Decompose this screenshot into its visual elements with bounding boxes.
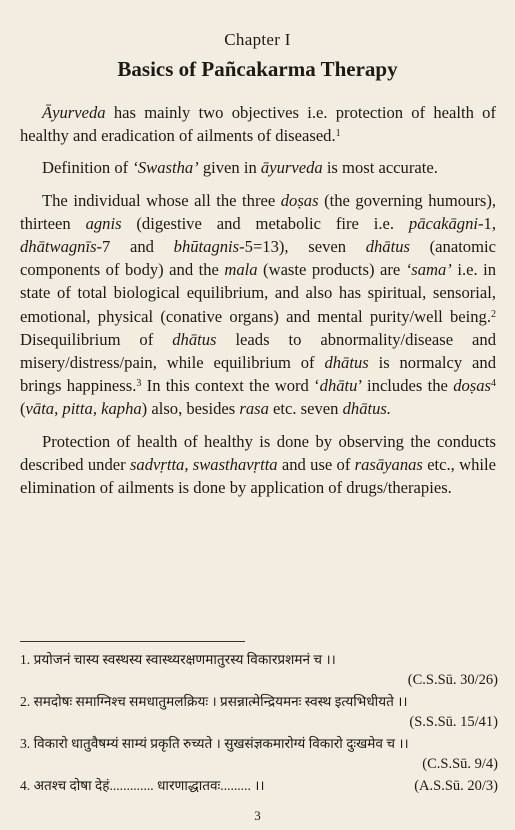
page-number: 3 [254, 808, 261, 823]
footnote-2-reference: (S.S.Sū. 15/41) [409, 714, 498, 730]
footnote-3-text: 3. विकारो धातुवैषम्यं साम्यं प्रकृति रुच्यते । सुखसंज्ञकमारोग्यं विकारो दुःखमेव च ।। [20, 736, 409, 751]
footnote-1-text: 1. प्रयोजनं चास्य स्वस्थस्य स्वास्थ्यरक्षणमातुरस्य विकारप्रशमनं च ।। [20, 652, 336, 667]
footnote-divider [20, 641, 245, 642]
footnote-4-reference: (A.S.Sū. 20/3) [414, 778, 498, 794]
footnote-2-text: 2. समदोषः समाग्निश्च समधातुमलक्रियः । प्रसन्नात्मेन्द्रियमनः स्वस्थ इत्यभिधीयते ।। [20, 694, 408, 709]
chapter-title: Basics of Pañcakarma Therapy [117, 57, 398, 81]
paragraph-3: The individual whose all the three doṣas (the governing humours), thirteen agnis (digestive and metabolic fire i.e. pācakāgni-1, dhātwagnīs-7 and bhūtagnis-5=13), seven dhātus (anatomic components of body) and the mala (waste products) are ‘sama’ i.e. in state of total biological equilibrium, and also has spiritual, sensorial, emotional, physical (conative organs) and mental purity/well being.$^2$ Disequilibrium of dhātus leads to abnormality/disease and misery/distress/pain, while equilibrium of dhātus is normalcy and brings happiness.$^3$ In this context the word ‘dhātu’ includes the doṣas$^4$ (vāta, pitta, kapha) also, besides rasa etc. seven dhātus. [20, 190, 496, 419]
chapter-label: Chapter I [224, 30, 291, 49]
body-text [20, 101, 496, 499]
paragraph-1: Āyurveda has mainly two objectives i.e. protection of health of healthy and eradication of ailments of diseased.$^1$ [20, 103, 496, 146]
paragraph-4: Protection of health of healthy is done by observing the conducts described under sadvṛtta, swasthavṛtta and use of rasāyanas etc., while elimination of ailments is done by application of drugs/therapies. [20, 431, 496, 498]
footnote-3-reference: (C.S.Sū. 9/4) [422, 756, 498, 772]
footnotes [20, 649, 498, 797]
footnote-1-reference: (C.S.Sū. 30/26) [407, 672, 498, 688]
paragraph-2: Definition of ‘Swastha’ given in āyurveda is most accurate. [42, 158, 438, 178]
footnote-4 [20, 775, 498, 797]
footnote-4-text: 4. अतश्च दोषा देहं............. धारणाद्धातवः......... ।। [20, 778, 265, 793]
